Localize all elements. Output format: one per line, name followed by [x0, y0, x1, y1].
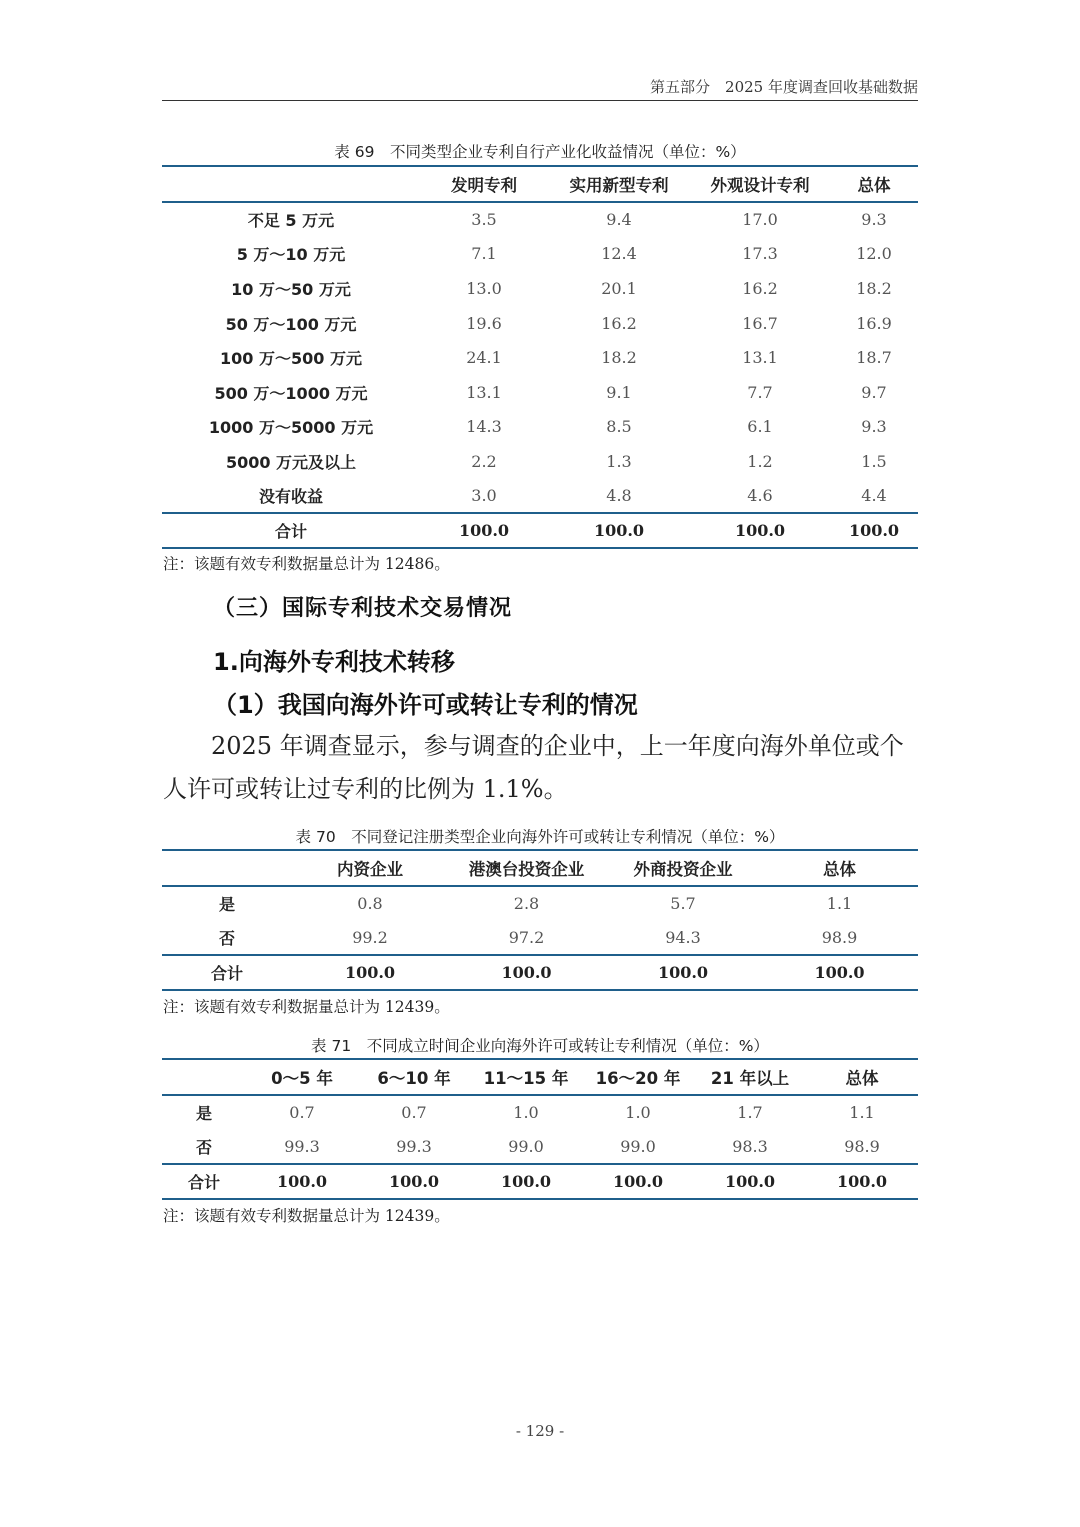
section-heading: （三）国际专利技术交易情况 — [213, 595, 513, 621]
cell-value: 13.1 — [466, 382, 502, 402]
table-row — [162, 444, 918, 479]
column-header: 21 年以上 — [710, 1069, 790, 1088]
cell-value: 24.1 — [466, 348, 502, 368]
subheading-2: （1）我国向海外许可或转让专利的情况 — [213, 691, 638, 719]
cell-value: 9.3 — [861, 210, 887, 230]
cell-value: 98.9 — [821, 927, 858, 947]
table-header-row — [162, 1059, 918, 1095]
row-label: 100 万～500 万元 — [220, 349, 362, 369]
cell-value: 16.2 — [742, 278, 778, 298]
cell-value: 17.3 — [742, 244, 778, 264]
cell-value: 100.0 — [734, 521, 786, 541]
column-header — [162, 850, 292, 886]
cell-value: 16.7 — [742, 313, 778, 333]
cell-value: 100.0 — [836, 1171, 888, 1191]
cell-value: 99.0 — [620, 1136, 656, 1156]
table-header-row — [162, 850, 918, 886]
cell-value: 13.0 — [466, 278, 502, 298]
row-label: 不足 5 万元 — [247, 211, 335, 231]
cell-value: 17.0 — [742, 210, 778, 230]
cell-value: 100.0 — [814, 962, 865, 982]
column-header: 外观设计专利 — [710, 176, 810, 195]
column-header: 16～20 年 — [595, 1069, 681, 1088]
row-label: 5000 万元及以上 — [225, 452, 357, 472]
column-header — [162, 1059, 246, 1095]
cell-value: 100.0 — [612, 1171, 664, 1191]
table-row — [162, 306, 918, 341]
row-label: 1000 万～5000 万元 — [208, 418, 374, 438]
cell-value: 1.5 — [861, 451, 887, 471]
cell-value: 1.3 — [606, 451, 632, 471]
column-header: 发明专利 — [451, 176, 517, 195]
cell-value: 0.8 — [357, 894, 383, 914]
table-row — [162, 886, 918, 921]
column-header: 内资企业 — [337, 860, 403, 879]
cell-value: 7.7 — [747, 382, 773, 402]
cell-value: 3.0 — [471, 486, 497, 506]
row-label: 是 — [195, 1104, 212, 1124]
table-row — [162, 340, 918, 375]
cell-value: 0.7 — [289, 1103, 315, 1123]
cell-value: 99.2 — [352, 927, 388, 947]
cell-value: 19.6 — [466, 313, 502, 333]
cell-value: 12.0 — [856, 244, 892, 264]
table-total-row — [162, 1164, 918, 1199]
cell-value: 100.0 — [344, 962, 396, 982]
cell-value: 99.3 — [396, 1136, 432, 1156]
cell-value: 0.7 — [401, 1103, 427, 1123]
cell-value: 2.8 — [513, 894, 540, 914]
table-71 — [162, 1058, 918, 1200]
cell-value: 7.1 — [471, 244, 497, 264]
table-row — [162, 410, 918, 445]
table-70 — [162, 849, 918, 991]
column-header: 实用新型专利 — [569, 176, 669, 195]
column-header: 11～15 年 — [483, 1069, 569, 1088]
table-row — [162, 1130, 918, 1165]
row-label: 50 万～100 万元 — [225, 314, 357, 334]
row-label: 10 万～50 万元 — [231, 279, 351, 299]
column-header: 港澳台投资企业 — [468, 860, 585, 879]
cell-value: 99.3 — [284, 1136, 320, 1156]
cell-value: 1.1 — [849, 1103, 875, 1123]
row-label: 合计 — [274, 522, 307, 542]
cell-value: 14.3 — [466, 417, 502, 437]
cell-value: 18.7 — [856, 348, 892, 368]
cell-value: 100.0 — [593, 521, 645, 541]
column-header: 6～10 年 — [377, 1069, 451, 1088]
table-row — [162, 237, 918, 272]
table-header-row — [162, 166, 918, 202]
cell-value: 4.6 — [747, 486, 773, 506]
cell-value: 1.0 — [625, 1103, 651, 1123]
row-label: 500 万～1000 万元 — [214, 383, 368, 403]
table-total-row — [162, 513, 918, 548]
column-header: 总体 — [857, 176, 891, 195]
cell-value: 18.2 — [856, 278, 892, 298]
cell-value: 9.4 — [606, 210, 632, 230]
cell-value: 98.9 — [844, 1136, 880, 1156]
column-header: 0～5 年 — [271, 1069, 333, 1088]
cell-value: 100.0 — [657, 962, 709, 982]
table-70-note: 注：该题有效专利数据量总计为 12439。 — [163, 998, 450, 1016]
column-header: 总体 — [845, 1069, 879, 1088]
cell-value: 4.4 — [861, 486, 887, 506]
cell-value: 94.3 — [665, 927, 701, 947]
cell-value: 9.7 — [861, 382, 887, 402]
body-paragraph: 2025 年调查显示，参与调查的企业中，上一年度向海外单位或个人许可或转让过专利的比例为 1.1%。 — [163, 732, 904, 803]
cell-value: 13.1 — [742, 348, 778, 368]
page-number: - 129 - — [515, 1422, 565, 1440]
cell-value: 100.0 — [388, 1171, 440, 1191]
cell-value: 20.1 — [601, 278, 637, 298]
cell-value: 5.7 — [670, 894, 696, 914]
table-69-note: 注：该题有效专利数据量总计为 12486。 — [163, 555, 450, 573]
table-row — [162, 1095, 918, 1130]
cell-value: 9.1 — [606, 382, 632, 402]
row-label: 合计 — [187, 1172, 220, 1192]
cell-value: 12.4 — [601, 244, 637, 264]
cell-value: 16.9 — [856, 313, 892, 333]
column-header: 总体 — [823, 860, 856, 879]
table-71-caption: 表 71 不同成立时间企业向海外许可或转让专利情况（单位：%） — [311, 1037, 769, 1055]
cell-value: 1.1 — [826, 894, 853, 914]
cell-value: 100.0 — [848, 521, 900, 541]
table-row — [162, 375, 918, 410]
table-row — [162, 202, 918, 237]
cell-value: 100.0 — [724, 1171, 776, 1191]
row-label: 是 — [218, 895, 235, 915]
table-row — [162, 271, 918, 306]
cell-value: 100.0 — [458, 521, 510, 541]
cell-value: 98.3 — [732, 1136, 768, 1156]
cell-value: 99.0 — [508, 1136, 544, 1156]
table-69-caption: 表 69 不同类型企业专利自行产业化收益情况（单位：%） — [334, 143, 746, 161]
table-70-caption: 表 70 不同登记注册类型企业向海外许可或转让专利情况（单位：%） — [295, 828, 785, 846]
cell-value: 3.5 — [471, 210, 497, 230]
cell-value: 100.0 — [500, 1171, 552, 1191]
table-71-note: 注：该题有效专利数据量总计为 12439。 — [163, 1207, 450, 1225]
cell-value: 16.2 — [601, 313, 637, 333]
row-label: 否 — [218, 928, 235, 948]
cell-value: 4.8 — [606, 486, 632, 506]
column-header: 外商投资企业 — [633, 860, 733, 879]
cell-value: 100.0 — [276, 1171, 328, 1191]
cell-value: 8.5 — [606, 417, 632, 437]
table-row — [162, 921, 918, 956]
cell-value: 1.0 — [513, 1103, 539, 1123]
row-label: 5 万～10 万元 — [236, 245, 346, 265]
column-header — [162, 166, 420, 202]
subheading-1: 1.向海外专利技术转移 — [213, 648, 455, 676]
table-total-row — [162, 955, 918, 990]
table-69 — [162, 165, 918, 549]
running-header: 第五部分 2025 年度调查回收基础数据 — [162, 76, 918, 101]
cell-value: 18.2 — [601, 348, 637, 368]
cell-value: 1.7 — [737, 1103, 763, 1123]
row-label: 否 — [195, 1137, 212, 1157]
cell-value: 100.0 — [501, 962, 552, 982]
cell-value: 2.2 — [471, 451, 497, 471]
row-label: 合计 — [210, 963, 243, 983]
cell-value: 6.1 — [747, 417, 773, 437]
row-label: 没有收益 — [258, 487, 323, 507]
cell-value: 9.3 — [861, 417, 887, 437]
table-row — [162, 479, 918, 514]
cell-value: 1.2 — [747, 451, 773, 471]
cell-value: 97.2 — [508, 927, 545, 947]
